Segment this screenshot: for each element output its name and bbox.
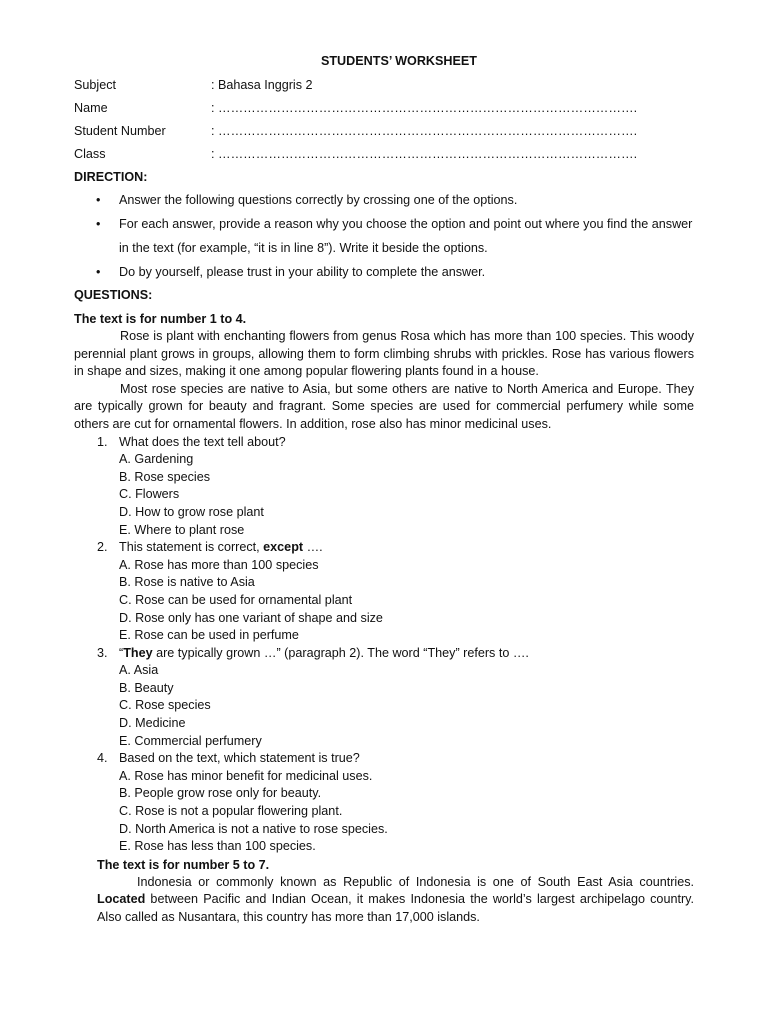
option-b: B. People grow rose only for beauty. [119, 786, 322, 801]
option-c: C. Rose species [119, 698, 211, 713]
question-text: What does the text tell about? [119, 434, 286, 449]
question-3 [74, 645, 694, 751]
direction-heading: DIRECTION: [74, 170, 148, 184]
info-value: : ………………………………………………………………………………………. [211, 101, 638, 115]
direction-item: • Do by yourself, please trust in your ability to complete the answer. [74, 260, 694, 284]
question-number: 4. [97, 751, 108, 766]
option-d: D. How to grow rose plant [119, 504, 264, 519]
direction-item: • Answer the following questions correctly by crossing one of the options. [74, 188, 694, 212]
question-text: Based on the text, which statement is true? [119, 751, 360, 766]
option-d: D. North America is not a native to rose species. [119, 821, 388, 836]
option-e: E. Rose can be used in perfume [119, 628, 299, 643]
text2-heading: The text is for number 5 to 7. [97, 857, 270, 872]
info-row-student-number [74, 120, 694, 143]
text2-paragraph [74, 874, 694, 927]
direction-list [74, 188, 694, 284]
student-info [74, 74, 694, 166]
worksheet-title: STUDENTS’ WORKSHEET [320, 54, 478, 68]
question-number: 3. [97, 645, 108, 660]
info-row-class [74, 143, 694, 166]
question-stem [74, 434, 694, 452]
question-stem [74, 750, 694, 768]
questions-heading: QUESTIONS: [74, 288, 153, 302]
question-text: “ [119, 645, 124, 660]
question-4 [74, 750, 694, 856]
question-number: 1. [97, 434, 108, 449]
question-keyword: They [123, 645, 153, 660]
option-a: A. Rose has minor benefit for medicinal uses. [119, 768, 373, 783]
option-d: D. Medicine [119, 716, 186, 731]
info-label: Subject [74, 78, 117, 92]
info-label: Student Number [74, 124, 166, 138]
option-e: E. Where to plant rose [119, 522, 245, 537]
question-text-end: are typically grown …” (paragraph 2). The word “They” refers to …. [152, 645, 529, 660]
option-b: B. Beauty [119, 680, 174, 695]
info-row-name [74, 97, 694, 120]
option-a: A. Rose has more than 100 species [119, 557, 319, 572]
question-2 [74, 539, 694, 645]
worksheet-page [74, 52, 694, 927]
text1-paragraph-1: Rose is plant with enchanting flowers from genus Rosa which has more than 100 species. This woody perennial plant grows in groups, allowing them to form climbing shrubs with prickles. Rose has various flowers in shape and sizes, making it one among popular flowering plants found in a house. [74, 329, 694, 379]
option-b: B. Rose is native to Asia [119, 575, 255, 590]
option-c: C. Rose can be used for ornamental plant [119, 592, 353, 607]
info-row-subject [74, 74, 694, 97]
text2-text: Indonesia or commonly known as Republic of Indonesia is one of South East Asia countries. [137, 874, 694, 889]
question-keyword: except [263, 540, 304, 555]
info-value: : Bahasa Inggris 2 [211, 78, 313, 92]
info-value: : ………………………………………………………………………………………. [211, 124, 638, 138]
info-label: Name [74, 101, 108, 115]
option-c: C. Flowers [119, 487, 180, 502]
text2-text-end: between Pacific and Indian Ocean, it makes Indonesia the world’s largest archipelago country. Also called as Nusantara, this country has more than 17,000 islands. [97, 892, 694, 924]
text1-heading: The text is for number 1 to 4. [74, 312, 247, 326]
text2-keyword: Located [97, 892, 146, 907]
option-a: A. Asia [119, 663, 159, 678]
option-b: B. Rose species [119, 469, 210, 484]
info-label: Class [74, 147, 106, 161]
info-value: : ………………………………………………………………………………………. [211, 147, 638, 161]
question-1 [74, 434, 694, 540]
question-text-end: …. [303, 540, 323, 555]
text1-paragraph-2: Most rose species are native to Asia, but some others are native to North America and Europe. They are typically grown for beauty and fragrant. Some species are used for commercial perfumery while some others are cut for ornamental flowers. In addition, rose also has minor medicinal uses. [74, 381, 694, 431]
question-text: This statement is correct, [119, 540, 264, 555]
option-a: A. Gardening [119, 452, 194, 467]
option-e: E. Commercial perfumery [119, 733, 262, 748]
question-number: 2. [97, 540, 108, 555]
direction-item: • For each answer, provide a reason why you choose the option and point out where you find the answer in the text (for example, “it is in line 8”). Write it beside the options. [74, 212, 694, 260]
option-e: E. Rose has less than 100 species. [119, 839, 316, 854]
option-c: C. Rose is not a popular flowering plant. [119, 804, 343, 819]
question-stem [74, 539, 694, 557]
option-d: D. Rose only has one variant of shape and size [119, 610, 383, 625]
question-stem [74, 645, 694, 663]
